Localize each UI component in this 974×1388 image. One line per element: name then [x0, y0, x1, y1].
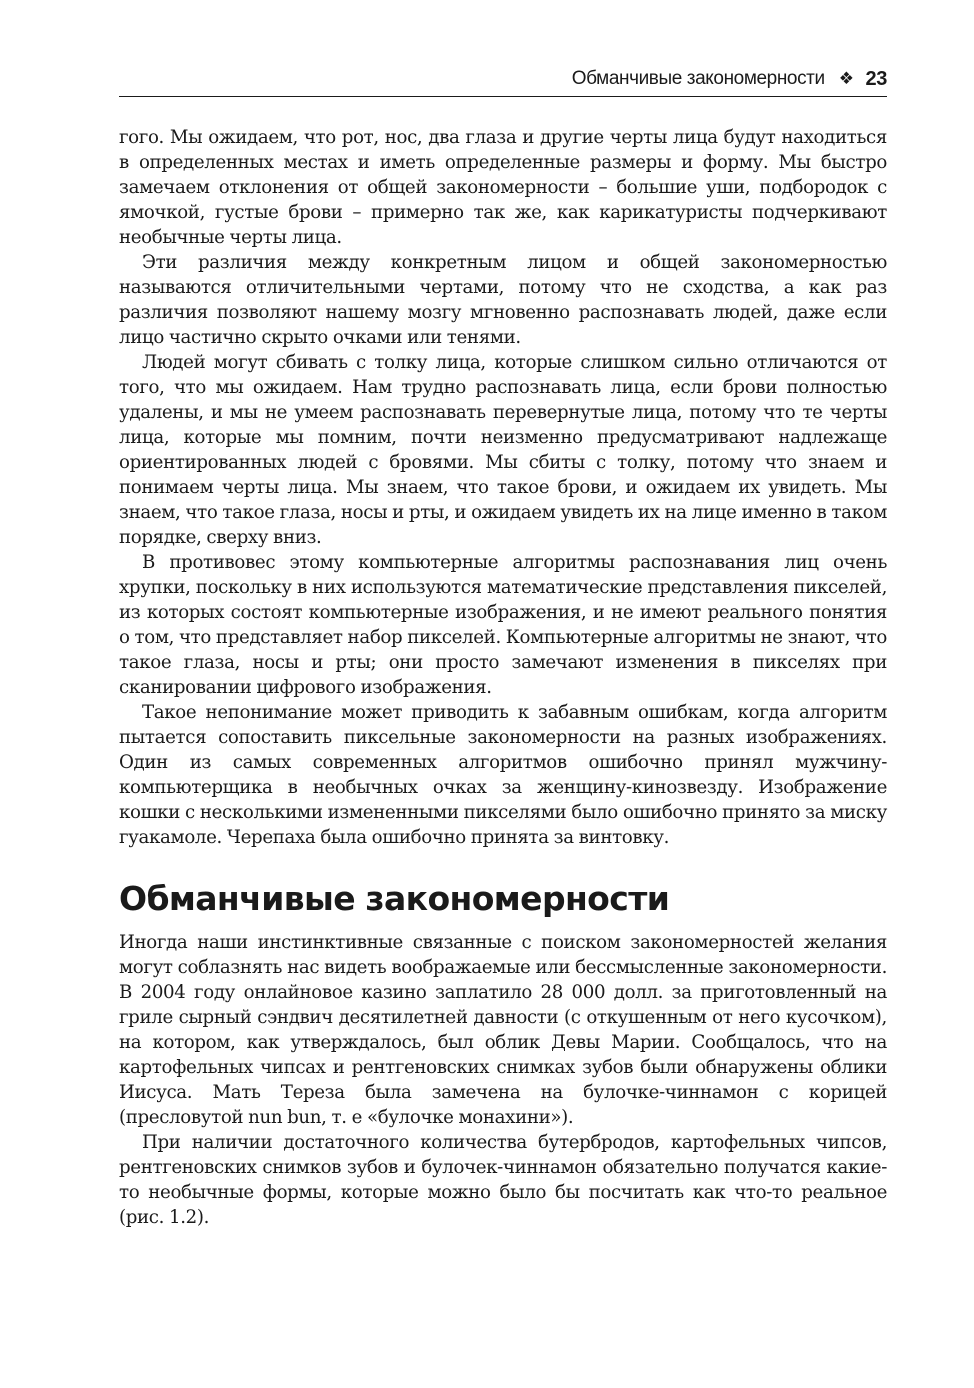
- paragraph-continued: гого. Мы ожидаем, что рот, нос, два глаза и другие черты лица будут находиться в определенных местах и иметь определенные размеры и форму. Мы быстро замечаем отклонения от общей закономерности – большие уши, подбородок с ямочкой, густые брови – примерно так же, как карикатуристы подчеркивают необычные черты лица.: [119, 127, 887, 248]
- paragraph: В противовес этому компьютерные алгоритмы распознавания лиц очень хрупки, поскольку в них используются математические представления пикселей, из которых состоят компьютерные изображения, и не имеют реального понятия о том, что представляет набор пикселей. Компьютерные алгоритмы не знают, что такое глаза, носы и рты; они просто замечают изменения в пикселях при сканировании цифрового изображения.: [119, 552, 888, 698]
- diamond-ornament-icon: ❖: [838, 69, 854, 88]
- paragraph: Иногда наши инстинктивные связанные с поиском закономерностей желания могут соблазнять нас видеть воображаемые или бессмысленные закономерности. В 2004 году онлайновое казино заплатило 28 000 долл. за приготовленный на гриле сырный сэндвич десятилетней давности (с откушенным от него кусочком), на котором, как утверждалось, был облик Девы Марии. Сообщалось, что на картофельных чипсах и рентгеновских снимках зубов были обнаружены облики Иисуса. Мать Тереза была замечена на булочке-чиннамон с корицей (пресловутой nun bun, т. е «булочке монахини»).: [119, 932, 887, 1128]
- section-heading: Обманчивые закономерности: [119, 879, 670, 918]
- paragraph: Людей могут сбивать с толку лица, которые слишком сильно отличаются от того, что мы ожидаем. Нам трудно распознавать лица, если брови полностью удалены, и мы не умеем распознавать перевернутые лица, потому что те черты лица, которые мы помним, почти неизменно предусматривают надлежаще ориентированных людей с бровями. Мы сбиты с толку, потому что знаем и понимаем черты лица. Мы знаем, что такое брови, и ожидаем их увидеть. Мы знаем, что такое глаза, носы и рты, и ожидаем увидеть их на лице именно в таком порядке, сверху вниз.: [119, 352, 887, 548]
- page-body: [119, 125, 887, 1230]
- chapter-title: Обманчивые закономерности: [571, 68, 825, 89]
- page-number: 23: [865, 67, 887, 90]
- paragraph: При наличии достаточного количества бутербродов, картофельных чипсов, рентгеновских снимков зубов и булочек-чиннамон обязательно получатся какие-то необычные формы, которые можно было бы посчитать как что-то реальное (рис. 1.2).: [119, 1132, 887, 1228]
- running-header: [119, 62, 887, 97]
- paragraph: Такое непонимание может приводить к забавным ошибкам, когда алгоритм пытается сопоставить пиксельные закономерности на разных изображениях. Один из самых современных алгоритмов ошибочно принял мужчину-компьютерщика в необычных очках за женщину-кинозвезду. Изображение кошки с несколькими измененными пикселями было ошибочно принято за миску гуакамоле. Черепаха была ошибочно принята за винтовку.: [119, 702, 887, 848]
- book-page: [119, 62, 887, 1230]
- paragraph: Эти различия между конкретным лицом и общей закономерностью называются отличительными чертами, потому что не сходства, а как раз различия позволяют нашему мозгу мгновенно распознавать людей, даже если лицо частично скрыто очками или тенями.: [119, 252, 887, 348]
